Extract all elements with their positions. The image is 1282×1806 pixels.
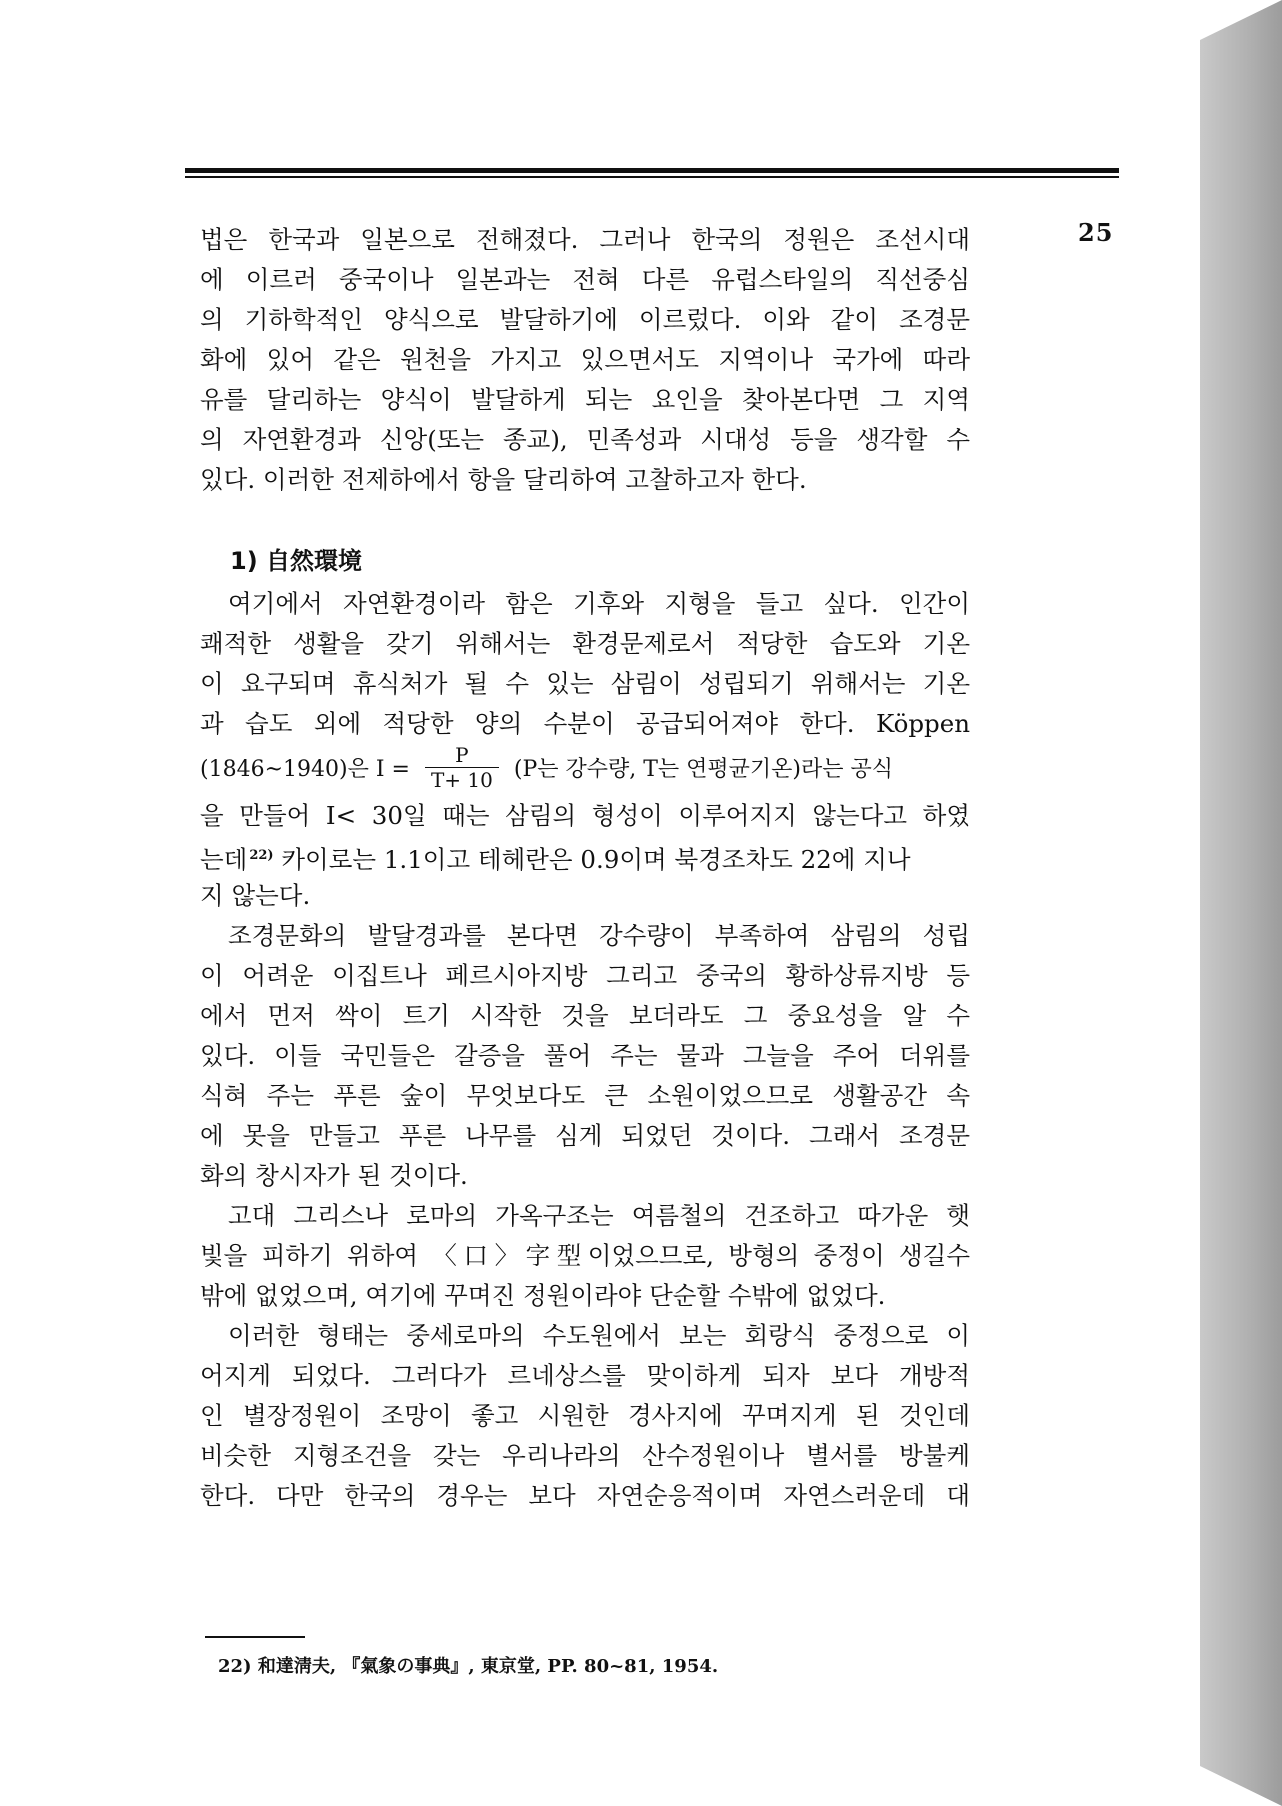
footnote: 22) 和達淸夫, 『氣象の事典』, 東京堂, PP. 80~81, 1954. [218,1656,719,1677]
paragraph-gap [200,500,970,536]
section-heading: 1) 自然環境 [230,547,363,575]
paragraph-origins [200,916,970,1196]
body-text [200,220,970,1516]
text-line: 의 기하학적인 양식으로 발달하기에 이르렀다. 이와 같이 조경문 [200,305,970,334]
text-line: 에 이르러 중국이나 일본과는 전혀 다른 유럽스타일의 직선중심 [200,265,970,294]
text-line: 고대 그리스나 로마의 가옥구조는 여름철의 건조하고 따가운 햇 [228,1201,970,1230]
text-line: 인 별장정원이 조망이 좋고 시원한 경사지에 꾸며지게 된 것인데 [200,1401,970,1430]
paragraph-greece-rome [200,1196,970,1316]
text-line: 이 어려운 이집트나 페르시아지방 그리고 중국의 황하상류지방 등 [200,961,970,990]
page-number: 25 [1078,218,1114,247]
formula-line [200,744,970,796]
text-line: 밖에 없었으며, 여기에 꾸며진 정원이라야 단순할 수밖에 없었다. [200,1281,886,1310]
header-rule-thick [185,168,1119,173]
formula-suffix: (P는 강수량, T는 연평균기온)라는 공식 [513,757,893,782]
text-line: 유를 달리하는 양식이 발달하게 되는 요인을 찾아본다면 그 지역 [200,385,970,414]
formula-numerator: P [425,745,499,768]
text-line: 비슷한 지형조건을 갖는 우리나라의 산수정원이나 별서를 방불케 [200,1441,970,1470]
text-line: 에 못을 만들고 푸른 나무를 심게 되었던 것이다. 그래서 조경문 [200,1121,970,1150]
text-line: 과 습도 외에 적당한 양의 수분이 공급되어져야 한다. Köppen [200,709,970,738]
text-line: 식혀 주는 푸른 숲이 무엇보다도 큰 소원이었으므로 생활공간 속 [200,1081,970,1110]
footnote-rule [205,1636,305,1638]
text-line: 지 않는다. [200,881,311,910]
paragraph-intro [200,220,970,500]
text-line: 조경문화의 발달경과를 본다면 강수량이 부족하여 삼림의 성립 [228,921,970,950]
text-line: 화에 있어 같은 원천을 가지고 있으면서도 지역이나 국가에 따라 [200,345,970,374]
text-line: 에서 먼저 싹이 트기 시작한 것을 보더라도 그 중요성을 알 수 [200,1001,970,1030]
text-line: 이러한 형태는 중세로마의 수도원에서 보는 회랑식 중정으로 이 [228,1321,970,1350]
text-line: 한다. 다만 한국의 경우는 보다 자연순응적이며 자연스러운데 대 [200,1481,970,1510]
text-line: 있다. 이러한 전제하에서 항을 달리하여 고찰하고자 한다. [200,465,807,494]
text-line: 여기에서 자연환경이라 함은 기후와 지형을 들고 싶다. 인간이 [228,589,970,618]
text-line: 어지게 되었다. 그러다가 르네상스를 맞이하게 되자 보다 개방적 [200,1361,970,1390]
text-line: 있다. 이들 국민들은 갈증을 풀어 주는 물과 그늘을 주어 더위를 [200,1041,970,1070]
header-rule-thin [185,176,1119,178]
text-line: 이 요구되며 휴식처가 될 수 있는 삼림이 성립되기 위해서는 기온 [200,669,970,698]
formula-fraction [425,742,499,792]
text-line: 법은 한국과 일본으로 전해졌다. 그러나 한국의 정원은 조선시대 [200,225,970,254]
text-line: 빛을 피하기 위하여 〈口〉字型이었으므로, 방형의 중정이 생길수 [200,1241,970,1270]
formula-prefix: (1846~1940)은 I = [200,757,410,782]
footnote-marker: 22) [249,848,274,863]
page-stack-edge [1200,0,1282,1806]
text-line: 을 만들어 I< 30일 때는 삼림의 형성이 이루어지지 않는다고 하였 [200,801,970,830]
text-fragment: 는데 [200,845,248,875]
paragraph-climate [200,584,970,916]
text-line-with-footnote [200,836,970,876]
text-line: 화의 창시자가 된 것이다. [200,1161,468,1190]
text-line: 의 자연환경과 신앙(또는 종교), 민족성과 시대성 등을 생각할 수 [200,425,970,454]
text-line: 쾌적한 생활을 갖기 위해서는 환경문제로서 적당한 습도와 기온 [200,629,970,658]
text-fragment: 카이로는 1.1이고 테헤란은 0.9이며 북경조차도 22에 지나 [273,845,911,875]
formula-denominator: T+ 10 [430,767,493,792]
paragraph-renaissance [200,1316,970,1516]
